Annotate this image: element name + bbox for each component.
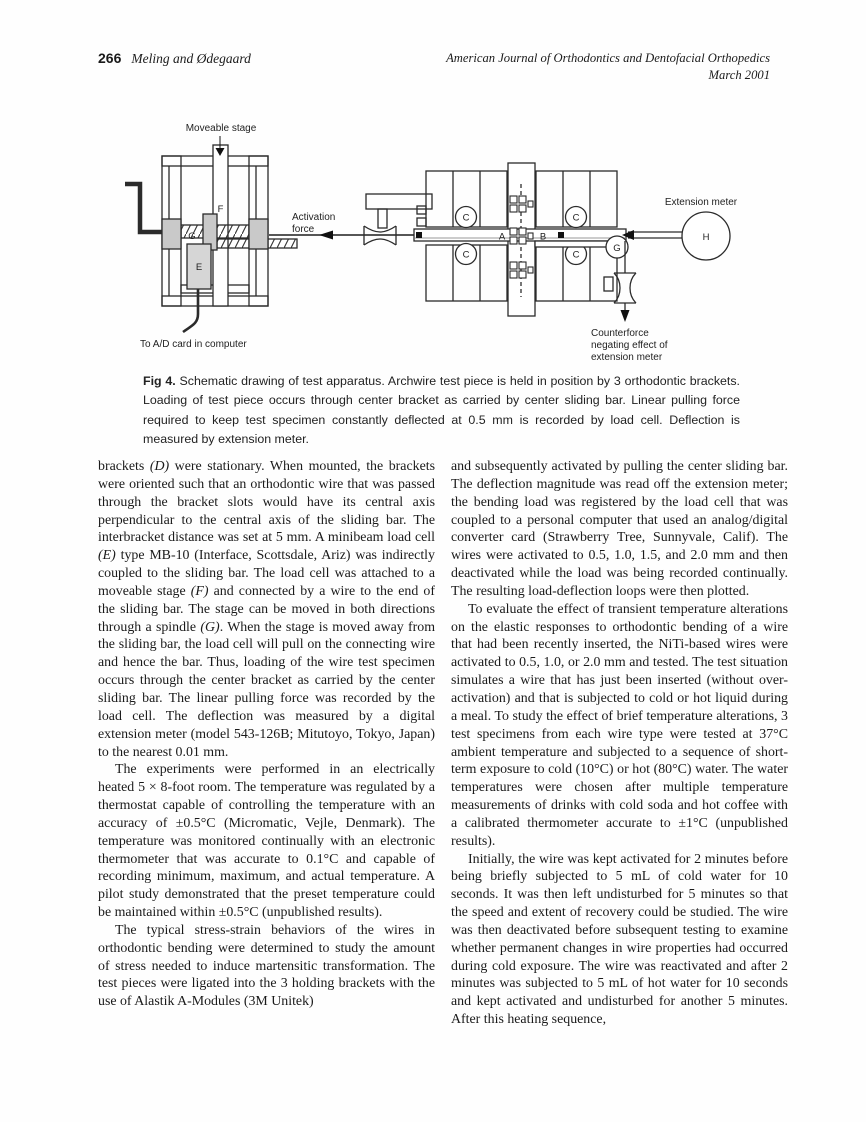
paragraph: and subsequently activated by pulling the center sliding bar. The deflection magnitude was read off the extension meter; the bending load was registered by the load cell that was coupled to a personal computer that used an analog/digital converter card (Strawberry Tree, Sunnyvale, Calif). The wires were activated to 0.5, 1.0, 1.5, and 2.0 mm and then deactivated while the load was being recorded continually. The resulting load-deflection loops were then plotted. [451,459,788,599]
extension-meter-label: Extension meter [664,197,738,208]
body-left-column [98,458,435,1029]
part-label-a: A [498,231,506,243]
paragraph: brackets (D) were stationary. When mounted, the brackets were oriented such that an orthodontic wire that was passed through the bracket slots would have its central axis perpendicular to the central axis of the sliding bar. The interbracket distance was set at 5 mm. A minibeam load cell (E) type MB-10 (Interface, Scottsdale, Ariz) was indirectly coupled to the sliding bar. The load cell was attached to a moveable stage (F) and connected by a wire to the end of the sliding bar. The stage can be moved in both directions through a spindle (G). When the stage is moved away from the sliding bar, the load cell will pull on the connecting wire and hence the bar. Thus, loading of the wire test specimen occurs through the center bracket as carried by the center sliding bar. The linear pulling force was recorded by the load cell. The deflection was measured by a digital extension meter (model 543-126B; Mitutoyo, Tokyo, Japan) to the nearest 0.01 mm. [98,459,436,760]
bracket-assembly [364,163,730,322]
figure-caption: Fig 4. Schematic drawing of test apparatus. Archwire test piece is held in position by 3 orthodontic brackets. Loading of test piece occurs through center bracket as carried by center sliding bar. Linear pulling force required to keep test specimen constantly deflected at 0.5 mm is recorded by load cell. Deflection is measured by extension meter. [143,374,740,447]
article-body [98,458,788,1029]
ad-card-label: To A/D card in computer [140,339,247,350]
counterforce-label-1: Counterforce [591,328,649,339]
part-label-c-4: C [572,249,580,261]
moveable-stage-assembly [125,145,297,332]
activation-force-label-2: force [292,224,315,235]
part-label-c-2: C [572,212,580,224]
body-right-column [451,458,788,1029]
part-label-e: E [195,262,203,273]
part-label-h: H [702,232,710,243]
part-label-f: F [217,204,224,215]
paragraph: To evaluate the effect of transient temperature alterations on the elastic responses to orthodontic bending of a wire that had been recently inserted, the NiTi-based wires were activated to 0.5, 1.0, or 2.0 mm and tested. The test situation simulates a wire that has just been inserted (without over-activation) and that is subjected to cold or hot liquid during a meal. To study the effect of brief temperature alterations, 3 test specimens from each wire type were tested at 37°C ambient temperature and subjected to a sequence of short-term exposure to cold (10°C) or hot (80°C) water. The water temperatures were chosen after multiple temperature measurements of drinks with cold soda and hot coffee with a calibrated thermometer accurate to ±1°C (unpublished results). [451,601,788,849]
paragraph: Initially, the wire was kept activated for 2 minutes before being briefly subjected to 5 mL of cold water for 10 seconds. It was then left undisturbed for 5 minutes so that the speed and extent of recovery could be studied. The wire was then deactivated before subsequent testing to examine whether permanent changes in wire properties had occurred during cold exposure. The wire was reactivated and after 2 minutes was subjected to 5 mL of hot water for 10 seconds and kept activated and undisturbed for another 5 minutes. After this heating sequence, [451,851,788,1028]
running-head-right [446,50,770,83]
page-number: 266 [98,50,122,66]
counterforce-label-2: negating effect of [591,340,668,351]
paragraph: The experiments were performed in an electrically heated 5 × 8-foot room. The temperature was regulated by a thermostat capable of controlling the temperature with an accuracy of ±0.5°C (Micromatic, Vejle, Denmark). The temperature was monitored continually with an electronic thermometer that was accurate to 0.1°C and capable of recording minimum, maximum, and actual temperature. A pilot study demonstrated that the preset temperature could be maintained within ±0.5°C (unpublished results). [98,762,435,921]
authors: Meling and Ødegaard [131,51,251,66]
part-label-g-spindle: G [188,231,196,242]
fig4-schematic-diagram [88,108,780,370]
part-label-c-1: C [462,212,470,224]
counterforce-label-3: extension meter [591,352,663,363]
running-head-left [98,50,251,68]
crank-handle [125,184,162,232]
paragraph: The typical stress-strain behaviors of the wires in orthodontic bending were determined to study the amount of stress needed to induce martensitic transformation. The test pieces were ligated into the 3 holding brackets with the use of Alastik A-Modules (3M Unitek) [98,922,435,1010]
pulley-arm [366,194,432,209]
part-label-c-3: C [462,249,470,261]
running-head [98,50,770,83]
moveable-stage-label: Moveable stage [185,123,257,134]
part-label-b: B [539,231,547,243]
part-label-g-meter: G [613,243,621,254]
activation-force-label-1: Activation [292,212,336,223]
journal-issue: March 2001 [708,67,770,82]
journal-title: American Journal of Orthodontics and Dentofacial Orthopedics [446,51,770,65]
